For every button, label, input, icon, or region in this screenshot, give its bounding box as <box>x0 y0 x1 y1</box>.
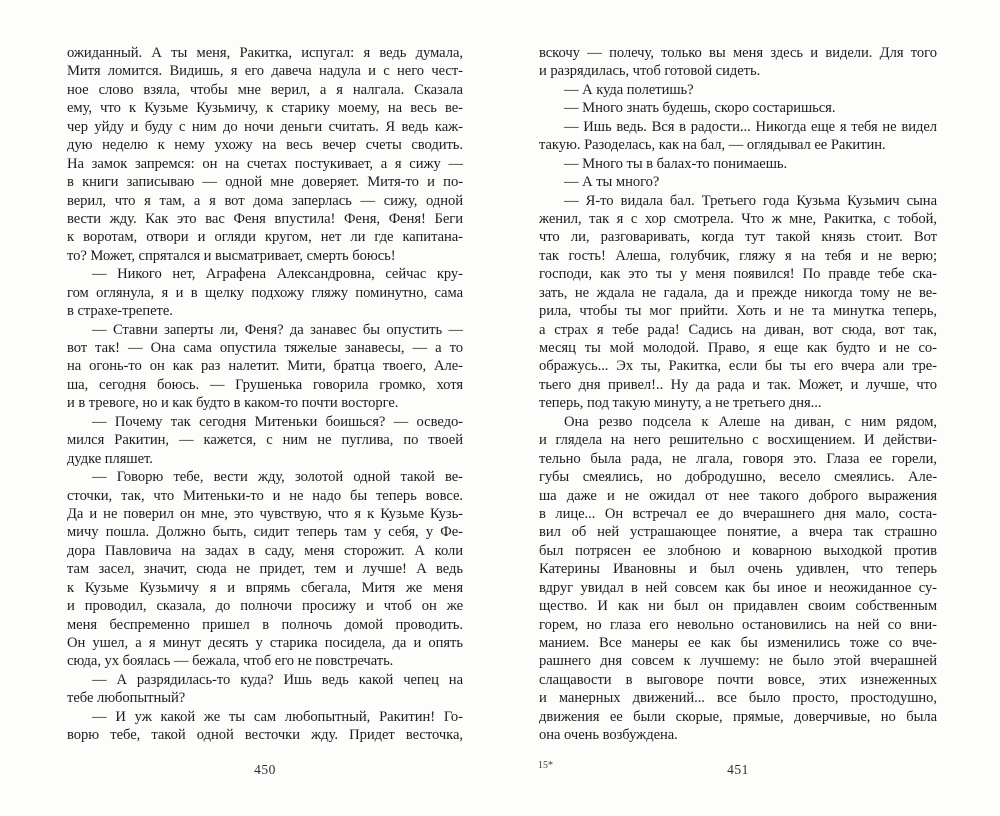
text-line: — Я-то видала бал. Третьего года Кузьма Кузьмич сына <box>564 192 937 209</box>
text-line: Она резво подсела к Алеше на диван, с ним рядом, <box>564 413 937 430</box>
text-line: манием. Все манеры ее как бы изменились тоже со вче- <box>539 635 937 651</box>
text-line: в лице... Он встречал ее до вчерашнего дня мало, соста- <box>539 505 937 522</box>
text-line: был потрясен ее злобною и коварною выходкой против <box>539 542 937 559</box>
text-line: — Ставни заперты ли, Феня? да занавес бы опустить — <box>92 321 463 338</box>
text-line: месяц ты мой молодой. Право, я еще как будто и не со- <box>539 340 937 356</box>
text-line: ша даже и не ожидал от нее такого доброго выражения <box>539 487 937 504</box>
text-line: на огонь-то он как раз налетит. Мити, братца твоего, Але- <box>67 358 463 375</box>
text-line: и в тревоге, но и как будто в каком-то почти восторге. <box>67 395 399 412</box>
text-line: мичу пошла. Должно быть, сидит теперь там у себя, у Фе- <box>67 524 463 541</box>
text-line: слащавости в выговоре почти вовсе, этих изнеженных <box>539 671 937 688</box>
text-line: тьего дня привел!.. Ну да рада и так. Может, и лучше, что <box>539 376 937 393</box>
text-line: сюда, ух боялась — бежала, чтоб его не повстречать. <box>67 653 394 670</box>
text-line: в книги записываю — одной мне доверяет. Митя-то и по- <box>67 174 463 191</box>
text-line: Он ушел, а я минут десять у старика посидела, да и опять <box>67 635 463 651</box>
text-line: ему, что к Кузьме Кузьмичу, к старику моему, на весь ве- <box>67 100 463 117</box>
text-line: губы смеялись, но добродушно, весело смеялись. Але- <box>539 469 937 486</box>
text-line: верил, что я там, а я вот дома заперлась — сижу, одной <box>67 192 463 209</box>
text-line: тебе любопытный? <box>67 690 186 707</box>
text-line: господи, как это ты у меня появился! По правде тебе ска- <box>539 266 937 283</box>
text-line: ожиданный. А ты меня, Ракитка, испугал: я ведь думала, <box>67 45 463 61</box>
text-line: сточки, так, что Митеньки-то и не надо бы теперь вовсе. <box>67 487 463 504</box>
text-line: такую. Разоделась, как на бал, — оглядывал ее Ракитин. <box>539 137 886 154</box>
text-line: вил об ней устрашающее понятие, а вчера так страшно <box>539 524 937 541</box>
text-line: рашнего дня совсем к лучшему: не было этой вчерашней <box>539 653 937 670</box>
text-line: вот так! — Она сама опустила тяжелые занавесы, — а то <box>67 340 463 356</box>
text-line: вскочу — полечу, только вы меня здесь и видели. Для того <box>539 45 937 61</box>
signature-mark: 15* <box>538 760 553 771</box>
text-line: что ли, разговаривать, когда тут такой князь стоит. Вот <box>539 229 937 246</box>
text-line: теперь, под такую минуту, а не третьего дня... <box>539 395 822 412</box>
text-line: а страх я тебе рада! Садись на диван, вот сюда, вот так, <box>539 321 937 338</box>
text-line: горем, но глаза его невольно остановились на ней со вни- <box>539 616 937 633</box>
text-line: — Почему так сегодня Митеньки боишься? — осведо- <box>92 413 463 430</box>
text-line: — И уж какой же ты сам любопытный, Ракитин! Го- <box>92 708 463 725</box>
text-line: дую неделю к нему ухожу на весь вечер счеты сводить. <box>67 137 463 154</box>
page-right <box>500 0 1000 816</box>
page-left-text-block <box>67 44 463 745</box>
text-line: зать, не ждала не гадала, да и прежде никогда тому не ве- <box>539 284 937 301</box>
text-line: рила, чтобы ты мог прийти. Хоть и не та минутка теперь, <box>539 303 937 320</box>
text-line: и разрядилась, чтоб готовой сидеть. <box>539 63 761 80</box>
text-line: ворю тебе, такой одной весточки жду. Придет весточка, <box>67 727 463 744</box>
text-line: меня беспременно пришел в полночь домой проводить. <box>67 616 463 633</box>
page-right-number: 451 <box>727 762 749 777</box>
text-line: к Кузьме Кузьмичу я и впрямь сбегала, Митя же меня <box>67 579 463 596</box>
text-line: — А разрядилась-то куда? Ишь ведь какой чепец на <box>92 671 463 688</box>
text-line: чер уйду и буду с ним до ночи деньги считать. Я ведь каж- <box>67 118 463 135</box>
text-line: она очень возбуждена. <box>539 727 678 744</box>
text-line: вдруг увидал в ней совсем как бы иное и неожиданное су- <box>539 579 937 596</box>
page-right-text-block <box>539 44 937 745</box>
text-line: так гость! Алеша, голубчик, гляжу я на тебя и не верю; <box>539 247 937 264</box>
text-line: На замок запремся: он на счетах постукивает, а я сижу — <box>67 155 463 172</box>
text-line: и проводил, сказала, до полночи просижу и чтоб он же <box>67 598 463 615</box>
text-line: — Говорю тебе, вести жду, золотой одной такой ве- <box>92 469 463 486</box>
text-line: дудке пляшет. <box>67 450 153 467</box>
text-line: Да и не поверил он мне, это чувствую, что я к Кузьме Кузь- <box>67 505 463 522</box>
text-line: — А куда полетишь? <box>564 81 694 98</box>
text-line: женил, так я с хор смотрела. Что ж мне, Ракитка, с тобой, <box>539 210 937 227</box>
text-line: и манерных движений... все было просто, простодушно, <box>539 690 937 707</box>
text-line: к воротам, отвори и огляди кругом, нет ли где капитана- <box>67 229 463 246</box>
text-line: ное слово взяла, чтобы мне верил, а я налгала. Сказала <box>67 81 463 98</box>
text-line: мился Ракитин, — кажется, с ним не пуглива, по твоей <box>67 432 463 449</box>
text-line: Митя ломится. Видишь, я его давеча надула и с него чест- <box>67 63 463 80</box>
page-left-number: 450 <box>254 762 276 777</box>
text-line: Катерины Ивановны и был очень удивлен, что теперь <box>539 561 937 578</box>
text-line: — Много знать будешь, скоро состаришься. <box>564 100 836 117</box>
text-line: движения ее были скорые, прямые, доверчивые, но была <box>539 708 937 725</box>
text-line: ображусь... Эх ты, Ракитка, если бы ты его вчера али тре- <box>539 358 937 375</box>
text-line: там засел, значит, сюда не придет, тем и лучше! А ведь <box>67 561 463 578</box>
text-line: — А ты много? <box>564 174 660 191</box>
text-line: и глядела на него решительно с восхищением. И действи- <box>539 432 937 449</box>
text-line: — Ишь ведь. Вся в радости... Никогда еще я тебя не видел <box>564 118 937 135</box>
text-line: тельно была рада, не лгала, говоря это. Глаза ее горели, <box>539 450 937 467</box>
text-line: дора Павловича на задах в саду, меня сторожит. А коли <box>67 542 463 559</box>
text-line: гом оглянула, я и в щелку подхожу гляжу поминутно, сама <box>67 284 463 301</box>
text-line: ша, сегодня боюсь. — Грушенька говорила громко, хотя <box>67 376 463 393</box>
text-line: — Никого нет, Аграфена Александровна, сейчас кру- <box>92 266 463 283</box>
text-line: щество. И как ни был он придавлен своим собственным <box>539 598 937 615</box>
text-line: — Много ты в балах-то понимаешь. <box>564 155 788 172</box>
text-line: то? Может, спрятался и высматривает, смерть боюсь! <box>67 247 396 264</box>
text-line: в страхе-трепете. <box>67 303 173 320</box>
text-line: вести жду. Как это вас Феня впустила! Феня, Феня! Беги <box>67 210 463 227</box>
